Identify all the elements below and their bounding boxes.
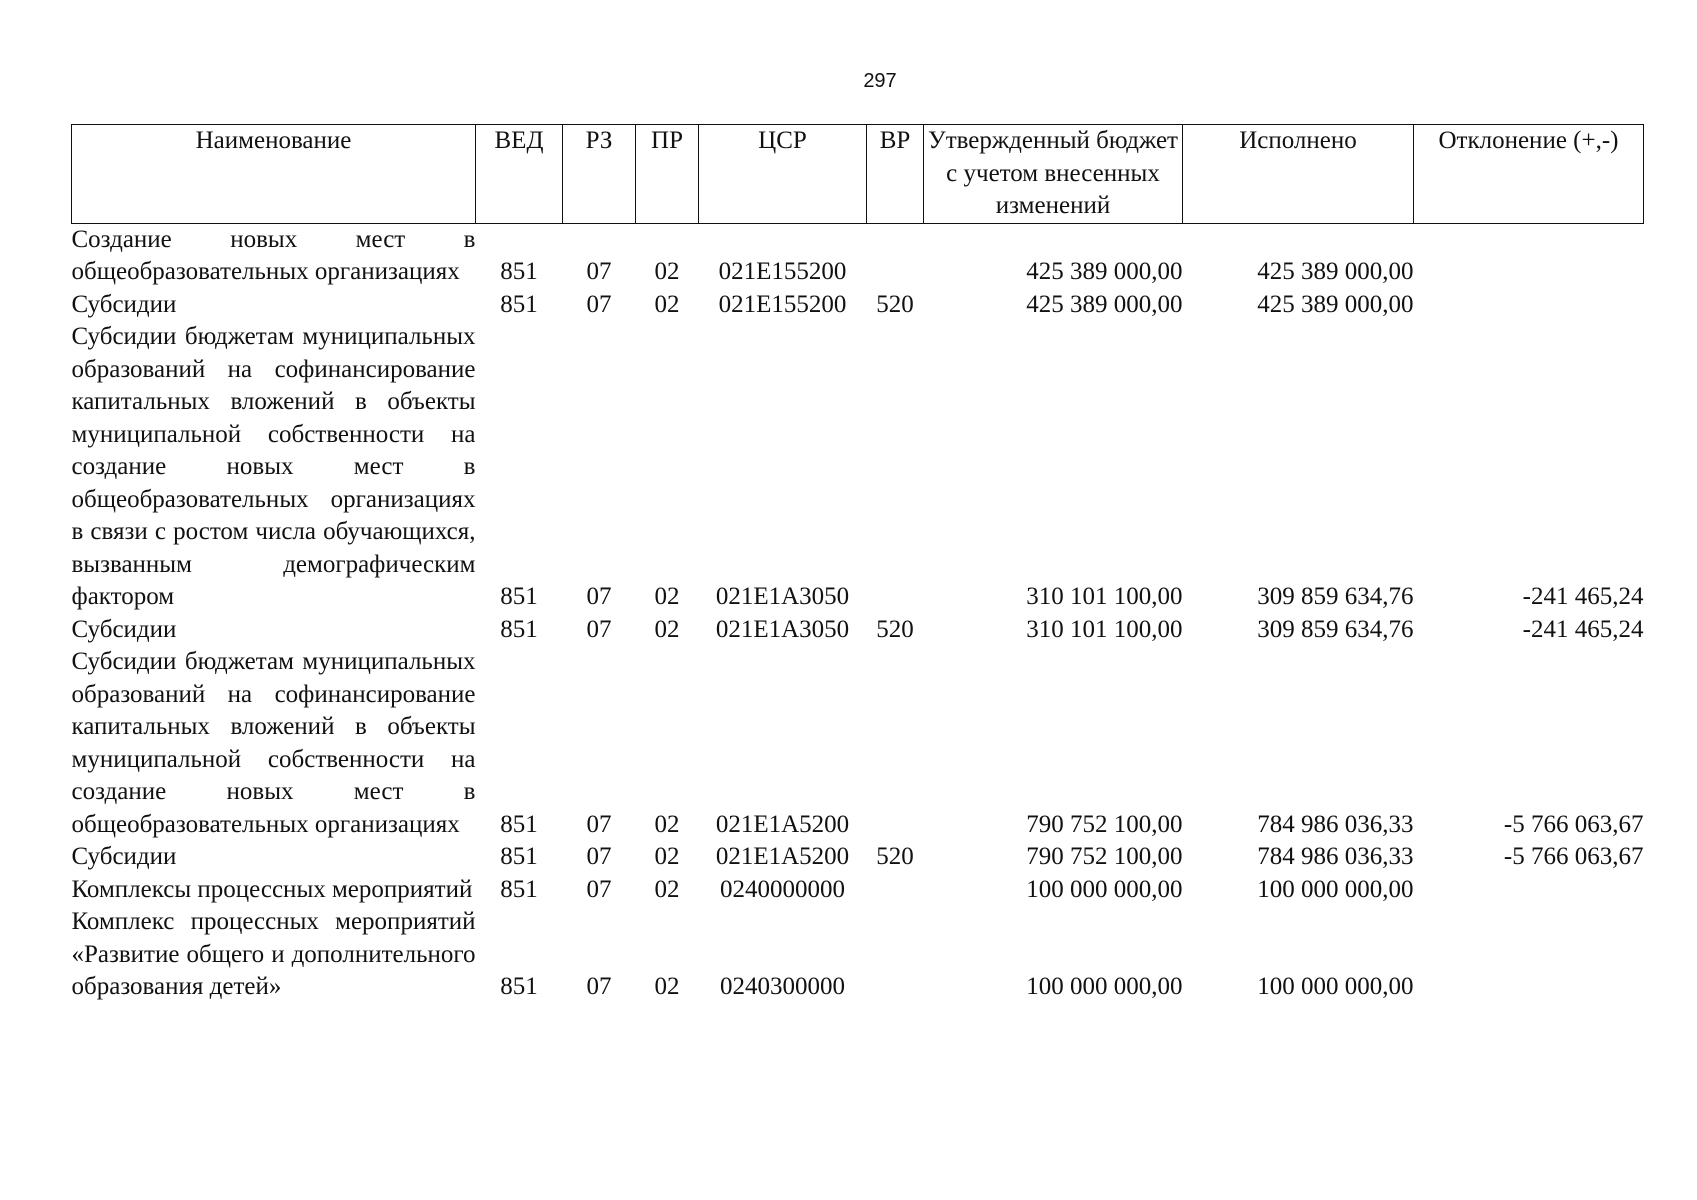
row-approved: 310 101 100,00: [1026, 615, 1183, 643]
row-rz: 07: [586, 973, 612, 1000]
row-executed: 784 986 036,33: [1257, 810, 1414, 838]
row-executed: 100 000 000,00: [1257, 973, 1414, 1000]
row-deviation: -5 766 063,67: [1503, 843, 1644, 870]
row-pr: 02: [654, 810, 680, 838]
row-rz: 07: [586, 810, 612, 838]
row-ved: 851: [500, 258, 538, 285]
row-approved: 310 101 100,00: [1026, 583, 1183, 610]
row-pr: 02: [654, 290, 680, 318]
row-executed: 784 986 036,33: [1257, 843, 1414, 870]
row-pr: 02: [654, 875, 680, 903]
header-ved: ВЕД: [476, 125, 563, 224]
header-rz: РЗ: [563, 125, 636, 224]
row-executed: 425 389 000,00: [1257, 258, 1414, 285]
row-approved: 100 000 000,00: [1026, 973, 1183, 1000]
row-rz: 07: [586, 583, 612, 610]
row-approved: 425 389 000,00: [1026, 258, 1183, 285]
row-approved: 425 389 000,00: [1026, 290, 1183, 318]
row-csr: 0240300000: [720, 973, 845, 1000]
row-rz: 07: [586, 290, 612, 318]
budget-execution-table: [71, 124, 1644, 1004]
row-csr: 021E1A3050: [715, 583, 850, 610]
row-ved: 851: [500, 973, 538, 1000]
row-name: Субсидии бюджетам муниципальных образований на софинансирование капитальных вложений в объекты муниципальной собственности на создание новых мест в общеобразовательных организациях в связи с ростом числа обучающихся, вызванным демографическим фактором: [71, 323, 476, 610]
row-name: Субсидии: [71, 615, 177, 643]
row-csr: 021E1A5200: [715, 843, 850, 870]
table-row: [72, 874, 1644, 907]
page-number: 297: [863, 70, 897, 92]
row-executed: 100 000 000,00: [1257, 875, 1414, 903]
row-ved: 851: [500, 875, 538, 903]
row-csr: 021E155200: [718, 290, 847, 318]
table-header-row: [72, 125, 1644, 224]
header-vr: ВР: [867, 125, 924, 224]
table-row: [72, 321, 1644, 614]
row-vr: [867, 223, 924, 289]
row-deviation: [1414, 289, 1644, 322]
row-pr: 02: [654, 843, 680, 870]
row-name: Субсидии: [71, 843, 177, 870]
table-row: [72, 289, 1644, 322]
row-ved: 851: [500, 290, 538, 318]
row-ved: 851: [500, 843, 538, 870]
table-row: [72, 646, 1644, 841]
table-row: [72, 614, 1644, 647]
row-approved: 100 000 000,00: [1026, 875, 1183, 903]
row-csr: 0240000000: [720, 875, 845, 903]
row-executed: 309 859 634,76: [1257, 583, 1414, 610]
row-pr: 02: [654, 615, 680, 643]
row-executed: 425 389 000,00: [1257, 290, 1414, 318]
row-deviation: -241 465,24: [1522, 615, 1644, 643]
header-approved: Утвержденный бюджет с учетом внесенных изменений: [924, 125, 1183, 224]
row-rz: 07: [586, 615, 612, 643]
row-ved: 851: [500, 583, 538, 610]
row-ved: 851: [500, 810, 538, 838]
row-name: Комплекс процессных мероприятий «Развитие общего и дополнительного образования детей»: [71, 908, 476, 1000]
row-vr: 520: [876, 615, 914, 643]
row-deviation: [1414, 223, 1644, 289]
row-deviation: [1414, 906, 1644, 1004]
header-executed: Исполнено: [1183, 125, 1414, 224]
row-approved: 790 752 100,00: [1026, 810, 1183, 838]
row-pr: 02: [654, 258, 680, 285]
row-vr: 520: [876, 843, 914, 870]
row-rz: 07: [586, 843, 612, 870]
table-row: [72, 841, 1644, 874]
row-rz: 07: [586, 875, 612, 903]
row-vr: 520: [876, 290, 914, 318]
row-vr: [867, 646, 924, 841]
row-executed: 309 859 634,76: [1257, 615, 1414, 643]
row-ved: 851: [500, 615, 538, 643]
row-deviation: -5 766 063,67: [1503, 810, 1644, 838]
row-csr: 021E1A3050: [715, 615, 850, 643]
row-csr: 021E155200: [718, 258, 847, 285]
header-name: Наименование: [72, 125, 476, 224]
table-row: [72, 906, 1644, 1004]
row-deviation: -241 465,24: [1522, 583, 1644, 610]
row-name: Субсидии бюджетам муниципальных образований на софинансирование капитальных вложений в объекты муниципальной собственности на создание новых мест в общеобразовательных организациях: [71, 648, 476, 838]
table-row: [72, 223, 1644, 289]
row-vr: [867, 906, 924, 1004]
header-csr: ЦСР: [699, 125, 867, 224]
row-vr: [867, 321, 924, 614]
header-pr: ПР: [636, 125, 699, 224]
row-pr: 02: [654, 583, 680, 610]
row-deviation: [1414, 874, 1644, 907]
row-name: Субсидии: [71, 290, 177, 318]
row-pr: 02: [654, 973, 680, 1000]
row-vr: [867, 874, 924, 907]
row-name: Создание новых мест в общеобразовательных организациях: [71, 225, 476, 285]
header-deviation: Отклонение (+,-): [1414, 125, 1644, 224]
row-name: Комплексы процессных мероприятий: [71, 875, 473, 903]
row-csr: 021E1A5200: [715, 810, 850, 838]
row-rz: 07: [586, 258, 612, 285]
row-approved: 790 752 100,00: [1026, 843, 1183, 870]
